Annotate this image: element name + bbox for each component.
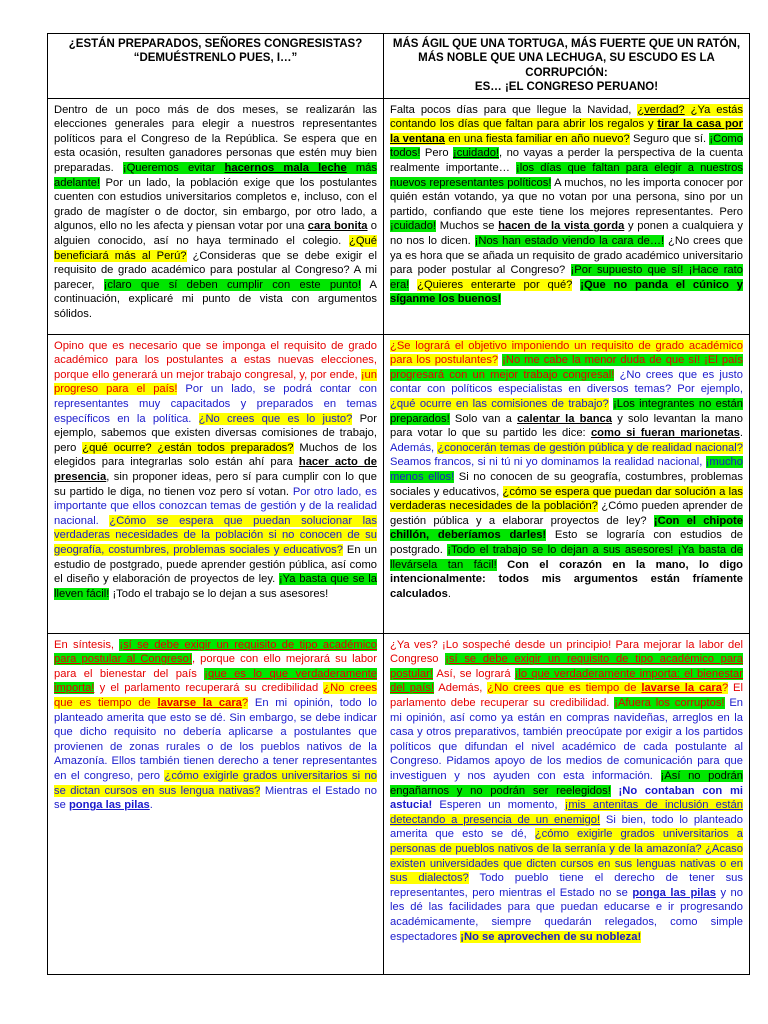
text-run: ¡Como todos!	[390, 132, 743, 160]
text-run: ¿Ya ves? ¡Lo sospeché desde un principio! Para mejorar la labor del Congreso	[390, 638, 743, 666]
text-run: ¡Todo el trabajo se lo dejan a sus asesores!	[109, 587, 329, 600]
header-row	[48, 34, 750, 99]
text-run: En un estudio de postgrado, puede aprender gestión pública, así como el diseño y elaboración de proyectos de ley.	[54, 543, 377, 586]
text-run: ¿Consideras que se debe exigir el requisito de grado académico para postular al Congreso? A mi parecer,	[54, 249, 377, 291]
text-run: ¡sí se debe exigir un requisito de tipo académico para postular!	[390, 653, 743, 680]
text-run: Pero	[420, 147, 453, 160]
text-run: ponga las pilas	[632, 886, 716, 899]
text-run: tirar la casa por la ventana	[390, 118, 743, 145]
text-run: .	[739, 427, 743, 440]
text-run: ¡No contaban con mi astucia!	[390, 784, 744, 812]
text-run: ¿qué ocurre en las comisiones de trabajo?	[390, 398, 609, 410]
text-run: ¿No crees que es lo justo?	[198, 412, 353, 425]
text-run: ¡cuidado!	[453, 147, 500, 160]
text-run: como si fueran marionetas	[590, 427, 740, 440]
text-run: ¿No crees que es justo contar con políticos especialistas en diversos temas? Por ejemplo,	[390, 368, 743, 396]
intro-row	[48, 98, 750, 334]
comparison-table	[47, 33, 750, 975]
text-run: Solo van a	[449, 412, 518, 425]
text-run: ¡Que no panda el cúnico y síganme los buenos!	[390, 278, 744, 306]
intro-right-paragraph	[384, 98, 750, 334]
text-run: ¡sí se debe exigir un requisito de tipo académico para postular al Congreso!	[54, 638, 378, 666]
text-run: Si bien, todo lo planteado amerita que esto se dé,	[390, 813, 743, 841]
argument-right-paragraph	[384, 334, 750, 633]
text-run: ¡que es lo que verdaderamente importa!	[54, 667, 377, 695]
text-run: lavarse la cara	[641, 682, 722, 695]
text-run: ¿conocerán temas de gestión pública y de realidad nacional?	[437, 441, 743, 454]
text-run: Por otro lado, es importante que ellos conozcan temas de gestión y de la realidad nacional.	[54, 485, 377, 527]
text-run: Muchos de los elegidos para integrarlas solo están ahí para	[54, 441, 377, 469]
text-run: ¿Ya estás contando los días que faltan para abrir los regalos y	[390, 103, 743, 131]
text-run: ¡Afuera los corruptos!	[614, 697, 725, 709]
text-run: y no les dé las facilidades para que puedan educarse e ir progresando académicamente, siempre quedarán relegados, como simple espectadores	[390, 886, 743, 943]
text-run: todos mis argumentos están fríamente calculados	[390, 573, 743, 600]
text-run: ¡Así no podrán engañarnos y no podrán ser reelegidos!	[390, 769, 743, 797]
text-run: ¡los días que faltan para elegir a nuestros nuevos representantes políticos!	[390, 162, 743, 189]
text-run: ¡Los integrantes no están preparados!	[390, 398, 743, 425]
text-run: ¿cómo exigirle grados universitarios a personas de pueblos nativos de la serranía y de la amazonía? ¿Acaso existen universidades que dicten cursos en sus lenguas nativas o en sus dialectos?	[390, 828, 744, 885]
text-run: .	[447, 587, 451, 600]
text-run: ?	[241, 697, 249, 709]
text-run: hacen de la vista gorda	[498, 220, 625, 233]
text-run: ¡Por supuesto que sí! ¡Hace rato era!	[390, 264, 743, 291]
conclusion-right-paragraph	[384, 633, 750, 974]
text-run: ¡Nos han estado viendo la cara de…!	[474, 234, 665, 247]
text-run: ¡claro que sí deben cumplir con este punto!	[103, 278, 361, 291]
text-run: Seguro que sí.	[629, 132, 710, 145]
conclusion-left-paragraph	[48, 633, 384, 974]
text-run: Mientras el Estado no se	[54, 784, 378, 812]
text-run: ¡Con el chipote chillón, deberíamos darles!	[390, 514, 743, 542]
text-run: lavarse la cara	[157, 697, 242, 709]
text-run: ¿Se logrará el objetivo imponiendo un requisito de grado académico para los postulantes?	[390, 339, 743, 367]
text-run: ¡cuidado!	[390, 220, 437, 233]
header-left-cell	[48, 34, 384, 99]
text-run: y el parlamento recuperará su credibilidad	[94, 682, 324, 695]
text-run: Además,	[390, 441, 438, 454]
header-right-line-3: ES… ¡EL CONGRESO PERUANO!	[474, 81, 659, 94]
text-run	[611, 785, 619, 797]
text-run: ¿No crees que ya es hora que se añada un requisito de grado académico universitario para poder postular al Congreso?	[390, 234, 744, 277]
header-right-line-1: MÁS ÁGIL QUE UNA TORTUGA, MÁS FUERTE QUE UN RATÓN,	[392, 38, 741, 50]
text-run: ¿No crees que es tiempo de	[54, 682, 377, 709]
header-right-line-2: MÁS NOBLE QUE UNA LECHUGA, SU ESCUDO ES LA CORRUPCIÓN:	[418, 52, 715, 79]
text-run: En síntesis,	[54, 638, 120, 651]
text-run: o alguien conocido, así no haya terminado el colegio.	[54, 220, 377, 247]
text-run: ¿qué ocurre? ¿están todos preparados?	[82, 441, 294, 454]
text-run: Si no conocen de su geografía, costumbres, problemas sociales y educativos,	[390, 470, 743, 498]
text-run: Todo pueblo tiene el derecho de tener sus representantes, pero mientras el Estado no se	[390, 872, 743, 899]
text-run: Además,	[434, 682, 488, 695]
text-run: ¡un progreso para el país!	[54, 368, 377, 396]
text-run: hacernos mala leche	[224, 162, 347, 174]
text-run: ¿Cómo se espera que puedan solucionar las verdaderas necesidades de la población si no conocen de su geografía, costumbres, problemas sociales y educativos?	[54, 514, 377, 556]
text-run: más adelante!	[54, 162, 377, 189]
text-run: Por un lado, se podrá contar con representantes muy capacitados y preparados en temas específicos en la política.	[54, 383, 377, 425]
intro-left-paragraph	[48, 98, 384, 334]
text-run: ¡mucho menos ellos!	[390, 456, 743, 483]
text-run: calentar la banca	[517, 412, 613, 425]
text-run: Por un lado, la población exige que los postulantes cuenten con estudios universitarios completos e, incluso, con el grado de magíster o de doctor, sin embargo, por otro lado, a algunos, ello no les afecta y piensan votar por una	[54, 176, 377, 233]
text-run: cara bonita	[307, 220, 368, 233]
text-run: Esperen un momento,	[432, 799, 565, 812]
text-run: ¿cómo se espera que puedan dar solución a las verdaderas necesidades de la población?	[390, 485, 743, 513]
text-run: ?	[721, 682, 729, 695]
text-run: , sin proponer ideas, pero sí para cumplir con lo que su partido le diga, no tienen voz pero sí votan.	[54, 470, 377, 498]
text-run: Esto se lograría con estudios de postgrado.	[390, 529, 744, 556]
text-run: Dentro de un poco más de dos meses, se realizarán las elecciones generales para elegir a nuestros representantes políticos para el Congreso de la República. Se espera que en esta ocasión, resulten ganadores personas que estén muy bien preparadas.	[54, 103, 377, 174]
text-run: , no vayas a perder la perspectiva de la cuenta realmente importante…	[390, 147, 743, 174]
text-run: ¡lo que verdaderamente importa: el bienestar del país!	[390, 667, 743, 695]
text-run: Por ejemplo, sabemos que existen diversas comisiones de trabajo, pero	[54, 412, 377, 454]
text-run: A muchos, no les importa conocer por quién están votando, ya que no votan por una persona, sino por un partido, confiando que este tiene los mejores representantes. Pero	[390, 176, 743, 218]
text-run: ¿Cómo pueden aprender de gestión pública y a elaborar proyectos de ley?	[390, 500, 744, 527]
text-run: Falta pocos días para que llegue la Navidad,	[390, 103, 638, 116]
text-run: en una fiesta familiar en año nuevo?	[444, 132, 630, 145]
text-run: A continuación, explicaré mi punto de vista con argumentos sólidos.	[54, 278, 377, 320]
text-run: ¿cómo exigirle grados universitarios si no se dictan cursos en sus lengua nativas?	[54, 769, 378, 797]
text-run	[497, 559, 507, 571]
argument-row	[48, 334, 750, 633]
text-run: ¡No se aprovechen de su nobleza!	[460, 930, 642, 943]
text-run: ¿No crees que es tiempo de	[487, 682, 642, 695]
text-run: Así, se logrará	[432, 667, 515, 680]
header-left-line-2: “DEMUÉSTRENLO PUES, I…”	[133, 52, 298, 65]
text-run: hacer acto de presencia	[54, 456, 377, 483]
text-run: El parlamento debe recuperar su credibilidad.	[390, 682, 743, 709]
text-run: ¡Todo el trabajo se lo dejan a sus asesores! ¡Ya basta de llevársela tan fácil!	[390, 543, 743, 571]
text-run: ¡Queremos evitar	[122, 162, 225, 174]
header-left-line-1: ¿ESTÁN PREPARADOS, SEÑORES CONGRESISTAS?	[68, 38, 363, 50]
text-run: .	[149, 799, 153, 812]
header-right-cell	[384, 34, 750, 99]
text-run	[409, 279, 417, 291]
text-run: ¡mis antenitas de inclusión están detectando a presencia de un enemigo!	[390, 799, 743, 826]
text-run: ¿Quieres enterarte por qué?	[417, 278, 573, 291]
text-run: Seamos francos, si ni tú ni yo dominamos la realidad nacional,	[390, 456, 706, 469]
text-run: ¿verdad?	[637, 103, 685, 116]
text-run: ¡No me cabe la menor duda de que sí! ¡El país progresará con un mejor trabajo congresal!	[390, 354, 743, 381]
text-run: En mi opinión, así como ya están en compras navideñas, arreglos en la casa y otros preparativos, también preocúpate por exigir a los partidos políticos que difundan el nivel académico de cada postulante al Congreso. Pidamos apoyo de los medios de comunicación para que investiguen y nos ayuden con esta información.	[390, 697, 744, 782]
text-run: y ponen a cualquiera y no nos lo dicen.	[390, 220, 743, 247]
conclusion-row	[48, 633, 750, 974]
text-run: , porque con ello mejorará su labor para el bienestar del país	[54, 653, 377, 680]
text-run: Opino que es necesario que se imponga el requisito de grado académico para los postulantes a estas nuevas elecciones, porque ello generará un mejor trabajo congresal, y, por ende,	[54, 339, 377, 381]
text-run: ¿Qué beneficiará más al Perú?	[54, 234, 377, 262]
text-run: ¡Ya basta que se la lleven fácil!	[54, 573, 377, 600]
text-run: Con el corazón en la mano, lo digo intencionalmente:	[390, 558, 743, 586]
text-run: ponga las pilas	[68, 799, 150, 812]
text-run: y solo levantan la mano para votar lo que su partido les dice:	[390, 412, 743, 440]
text-run: Muchos se	[436, 220, 499, 233]
text-run: En mi opinión, todo lo planteado amerita que esto se dé. Sin embargo, se debe indicar que dicho requisito no debería aplicarse a postulantes que provienen de zonas rurales o de los pueblos nativos de la Amazonía. Ellos también tienen derecho a tener representantes en el congreso, pero	[54, 697, 378, 782]
argument-left-paragraph	[48, 334, 384, 633]
